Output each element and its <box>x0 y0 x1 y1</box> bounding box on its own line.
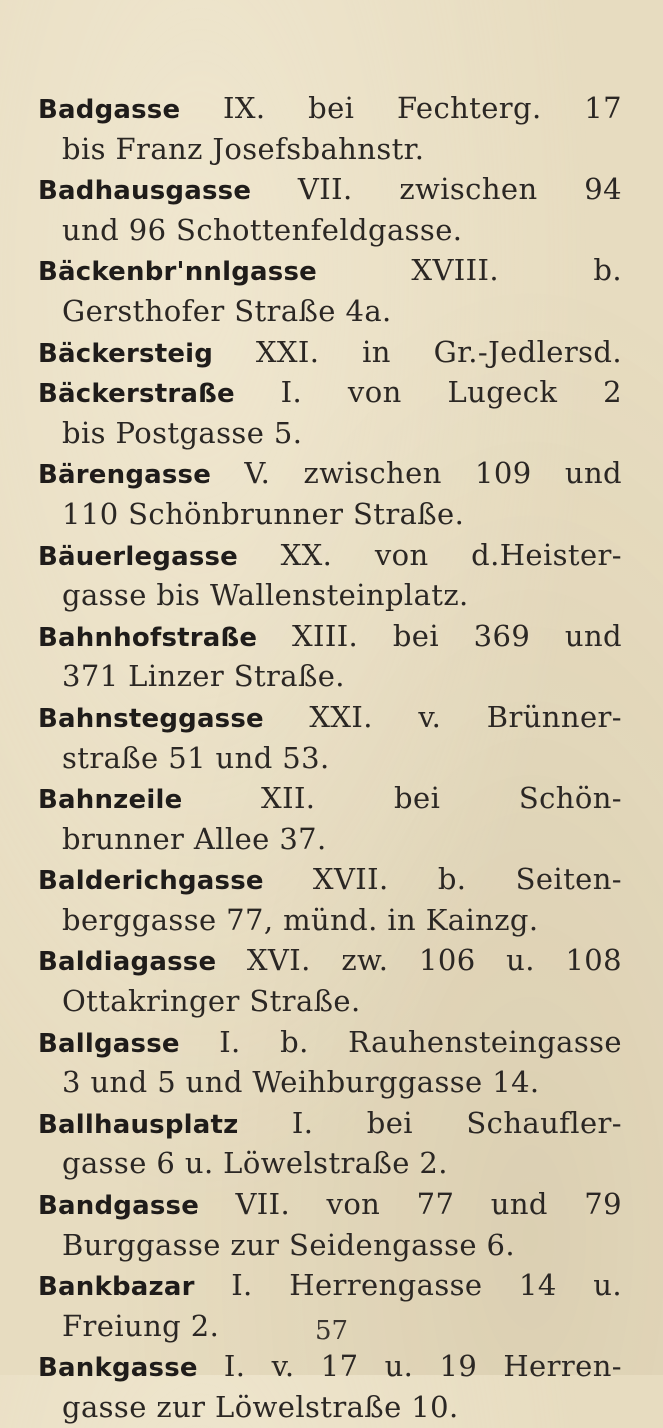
entry-line <box>38 372 622 413</box>
street-name: Bahnsteggasse <box>38 703 264 734</box>
entry-line <box>38 940 622 981</box>
entry-baeckersteig <box>38 332 622 373</box>
entry-line <box>38 453 622 494</box>
street-name: Bäckenbr'nnlgasse <box>38 257 317 288</box>
page-number: 57 <box>314 1316 349 1346</box>
street-description: Gersthofer Straße 4a. <box>62 293 392 328</box>
street-description: Burggasse zur Seidengasse 6. <box>62 1227 516 1262</box>
street-description: berggasse 77, münd. in Kainzg. <box>62 902 539 937</box>
street-location: XII. bei Schön- <box>261 781 622 816</box>
street-description: 371 Linzer Straße. <box>62 659 345 694</box>
street-description: bis Franz Josefsbahnstr. <box>62 131 425 166</box>
street-description: gasse bis Wallensteinplatz. <box>62 578 469 613</box>
entry-line <box>38 616 622 657</box>
street-name: Badgasse <box>38 95 181 125</box>
street-location: XVIII. b. <box>411 253 622 288</box>
street-directory <box>38 88 622 1428</box>
street-location: IX. bei Fechterg. 17 <box>222 91 622 125</box>
street-description: 3 und 5 und Weihburggasse 14. <box>62 1065 540 1100</box>
entry-line <box>38 332 622 373</box>
street-description: gasse zur Löwelstraße 10. <box>62 1390 459 1424</box>
street-description: brunner Allee 37. <box>62 821 327 856</box>
street-description: 110 Schönbrunner Straße. <box>62 496 465 531</box>
street-name: Ballgasse <box>38 1028 180 1059</box>
street-name: Bankbazar <box>38 1272 195 1303</box>
street-location: I. b. Rauhensteingasse <box>219 1024 622 1059</box>
entry-ballgasse <box>38 1022 622 1103</box>
street-description: straße 51 und 53. <box>62 740 330 775</box>
street-name: Badhausgasse <box>38 176 252 207</box>
entry-line <box>38 1346 622 1387</box>
street-location: XIII. bei 369 und <box>291 618 622 653</box>
entry-line <box>38 1184 622 1225</box>
entry-line <box>38 88 622 129</box>
entry-baeuerlegasse <box>38 535 622 616</box>
entry-baldiagasse <box>38 940 622 1021</box>
street-name: Ballhausplatz <box>38 1109 239 1140</box>
entry-line <box>38 778 622 819</box>
entry-bahnsteggasse <box>38 697 622 778</box>
street-description: Freiung 2. <box>62 1308 220 1343</box>
entry-line <box>38 859 622 900</box>
street-description: gasse 6 u. Löwelstraße 2. <box>62 1146 448 1181</box>
street-location: I. Herrengasse 14 u. <box>231 1268 622 1303</box>
entry-line <box>38 697 622 738</box>
street-location: VII. zwischen 94 <box>297 172 622 207</box>
entry-bahnhofstrasse <box>38 616 622 697</box>
street-description: und 96 Schottenfeldgasse. <box>62 212 463 247</box>
entry-ballhausplatz <box>38 1103 622 1184</box>
street-location: VII. von 77 und 79 <box>235 1187 622 1222</box>
street-name: Bäckersteig <box>38 338 214 369</box>
street-location: XXI. v. Brünner- <box>309 699 622 734</box>
street-location: V. zwischen 109 und <box>244 456 622 491</box>
street-description: bis Postgasse 5. <box>62 415 303 450</box>
street-location: I. bei Schaufler- <box>291 1105 622 1140</box>
entry-line <box>38 1103 622 1144</box>
entry-baeckenbrunnlgasse <box>38 250 622 331</box>
entry-baeckerstrasse <box>38 372 622 453</box>
entry-bandgasse <box>38 1184 622 1265</box>
entry-bahnzeile <box>38 778 622 859</box>
street-name: Bäckerstraße <box>38 379 235 410</box>
street-name: Baldiagasse <box>38 947 217 978</box>
entry-line <box>38 1022 622 1063</box>
entry-badhausgasse <box>38 169 622 250</box>
entry-bankgasse <box>38 1346 622 1427</box>
street-name: Bahnzeile <box>38 785 183 816</box>
street-location: XVII. b. Seiten- <box>312 862 622 897</box>
entry-balderichgasse <box>38 859 622 940</box>
street-name: Bandgasse <box>38 1191 200 1222</box>
street-location: I. v. 17 u. 19 Herren- <box>223 1349 622 1384</box>
street-description: Ottakringer Straße. <box>62 984 361 1019</box>
entry-line <box>38 169 622 210</box>
street-name: Bahnhofstraße <box>38 622 258 653</box>
entry-line <box>38 250 622 291</box>
entry-line <box>38 535 622 576</box>
street-name: Balderichgasse <box>38 866 264 897</box>
entry-badgasse <box>38 88 622 169</box>
entry-baerengasse <box>38 453 622 534</box>
street-location: XXI. in Gr.-Jedlersd. <box>255 334 622 369</box>
street-name: Bankgasse <box>38 1353 198 1384</box>
street-location: XVI. zw. 106 u. 108 <box>246 943 622 978</box>
street-location: I. von Lugeck 2 <box>280 375 622 410</box>
entry-line <box>38 1265 622 1306</box>
street-name: Bärengasse <box>38 460 212 491</box>
street-name: Bäuerlegasse <box>38 541 239 572</box>
street-location: XX. von d.Heister- <box>280 537 622 572</box>
